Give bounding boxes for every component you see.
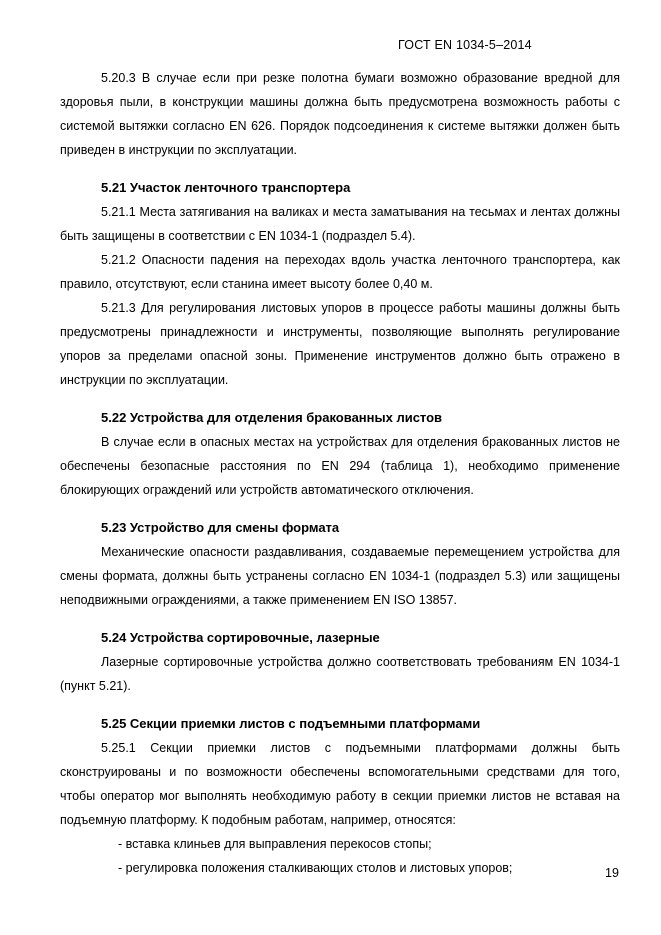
paragraph-5-24: Лазерные сортировочные устройства должно соответствовать требованиям EN 1034-1 (пункт 5.21). (60, 655, 620, 693)
paragraph-5-21-1: 5.21.1 Места затягивания на валиках и места заматывания на тесьмах и лентах должны быть защищены в соответствии с EN 1034-1 (подраздел 5.4). (60, 205, 620, 243)
section-heading-5-23: 5.23 Устройство для смены формата (101, 520, 340, 535)
paragraph-5-22: В случае если в опасных местах на устройствах для отделения бракованных листов не обеспечены безопасные расстояния по EN 294 (таблица 1), необходимо применение блокирующих ограждений или устройств автоматического отключения. (60, 435, 620, 497)
page-content (60, 66, 620, 880)
section-heading-5-25: 5.25 Секции приемки листов с подъемными платформами (101, 716, 481, 731)
section-heading-5-24: 5.24 Устройства сортировочные, лазерные (101, 630, 380, 645)
standard-header: ГОСТ EN 1034-5–2014 (398, 38, 532, 52)
paragraph-5-23: Механические опасности раздавливания, создаваемые перемещением устройства для смены формата, должны быть устранены согласно EN 1034-1 (подраздел 5.3) или защищены неподвижными ограждениями, а также применением EN ISO 13857. (60, 545, 620, 607)
paragraph-5-21-2: 5.21.2 Опасности падения на переходах вдоль участка ленточного транспортера, как правило, отсутствуют, если станина имеет высоту более 0,40 м. (60, 253, 620, 291)
list-item: - регулировка положения сталкивающих столов и листовых упоров; (118, 861, 513, 875)
section-heading-5-21: 5.21 Участок ленточного транспортера (101, 180, 351, 195)
section-heading-5-22: 5.22 Устройства для отделения бракованных листов (101, 410, 443, 425)
paragraph-5-20-3: 5.20.3 В случае если при резке полотна бумаги возможно образование вредной для здоровья пыли, в конструкции машины должна быть предусмотрена возможность работы с системой вытяжки согласно EN 626. Порядок подсоединения к системе вытяжки должен быть приведен в инструкции по эксплуатации. (60, 71, 620, 157)
requirements-list (60, 832, 620, 880)
paragraph-5-21-3: 5.21.3 Для регулирования листовых упоров в процессе работы машины должны быть предусмотрены принадлежности и инструменты, позволяющие выполнять регулирование упоров за пределами опасной зоны. Применение инструментов должно быть отражено в инструкции по эксплуатации. (60, 301, 620, 387)
page-number: 19 (605, 866, 619, 880)
paragraph-5-25-1: 5.25.1 Секции приемки листов с подъемными платформами должны быть сконструированы и по возможности обеспечены вспомогательными средствами для того, чтобы оператор мог выполнять необходимую работу в секции приемки листов не вставая на подъемную платформу. К подобным работам, например, относятся: (60, 741, 620, 827)
list-item: - вставка клиньев для выправления перекосов стопы; (118, 837, 432, 851)
